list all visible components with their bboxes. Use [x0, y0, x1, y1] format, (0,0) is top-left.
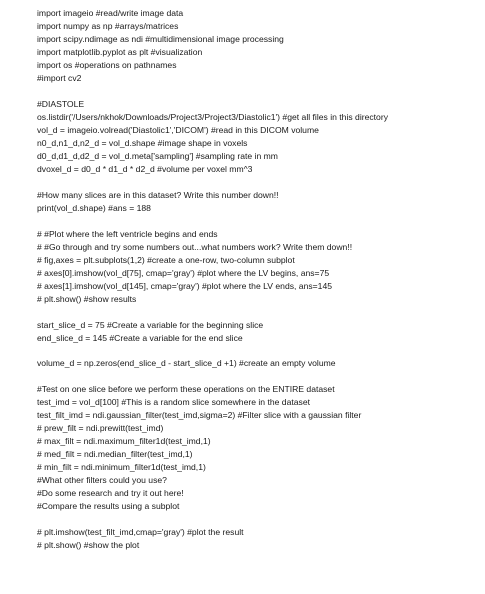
code-line: n0_d,n1_d,n2_d = vol_d.shape #image shape in voxels: [37, 137, 248, 148]
code-line: test_filt_imd = ndi.gaussian_filter(test_imd,sigma=2) #Filter slice with a gaussian filter: [37, 410, 362, 421]
code-line: # axes[0].imshow(vol_d[75], cmap='gray') #plot where the LV begins, ans=75: [37, 267, 330, 278]
code-line: # plt.imshow(test_filt_imd,cmap='gray') #plot the result: [37, 527, 244, 538]
code-line: # plt.show() #show results: [37, 293, 137, 304]
code-line: #Compare the results using a subplot: [37, 501, 180, 512]
code-line: # min_filt = ndi.minimum_filter1d(test_imd,1): [37, 462, 206, 473]
code-line: # max_filt = ndi.maximum_filter1d(test_imd,1): [37, 436, 211, 447]
code-line: d0_d,d1_d,d2_d = vol_d.meta['sampling'] #sampling rate in mm: [37, 150, 278, 161]
code-line: # fig,axes = plt.subplots(1,2) #create a one-row, two-column subplot: [37, 254, 295, 265]
code-line: print(vol_d.shape) #ans = 188: [37, 202, 151, 213]
code-line: start_slice_d = 75 #Create a variable for the beginning slice: [37, 319, 264, 330]
code-line: vol_d = imageio.volread('Diastolic1','DICOM') #read in this DICOM volume: [37, 124, 319, 135]
code-line: #DIASTOLE: [37, 98, 85, 109]
code-line: import os #operations on pathnames: [37, 59, 177, 70]
code-line: # #Go through and try some numbers out...what numbers work? Write them down!!: [37, 241, 353, 252]
code-line: #How many slices are in this dataset? Write this number down!!: [37, 189, 279, 200]
code-line: # med_filt = ndi.median_filter(test_imd,1): [37, 449, 193, 460]
code-line: test_imd = vol_d[100] #This is a random slice somewhere in the dataset: [37, 397, 310, 408]
code-line: import matplotlib.pyplot as plt #visualization: [37, 46, 203, 57]
code-line: volume_d = np.zeros(end_slice_d - start_slice_d +1) #create an empty volume: [37, 358, 336, 369]
code-line: #Do some research and try it out here!: [37, 488, 184, 499]
code-line: # #Plot where the left ventricle begins and ends: [37, 228, 218, 239]
code-line: os.listdir('/Users/nkhok/Downloads/Project3/Project3/Diastolic1') #get all files in this directory: [37, 111, 388, 122]
code-line: # axes[1].imshow(vol_d[145], cmap='gray') #plot where the LV ends, ans=145: [37, 280, 333, 291]
code-line: import scipy.ndimage as ndi #multidimensional image processing: [37, 33, 284, 44]
code-line: #Test on one slice before we perform these operations on the ENTIRE dataset: [37, 384, 335, 395]
code-line: end_slice_d = 145 #Create a variable for the end slice: [37, 332, 243, 343]
code-line: # plt.show() #show the plot: [37, 540, 140, 551]
code-line: #What other filters could you use?: [37, 475, 167, 486]
code-line: # prew_filt = ndi.prewitt(test_imd): [37, 423, 164, 434]
code-line: #import cv2: [37, 72, 82, 83]
code-line: import numpy as np #arrays/matrices: [37, 20, 179, 31]
code-line: import imageio #read/write image data: [37, 8, 184, 18]
code-line: dvoxel_d = d0_d * d1_d * d2_d #volume per voxel mm^3: [37, 163, 253, 174]
